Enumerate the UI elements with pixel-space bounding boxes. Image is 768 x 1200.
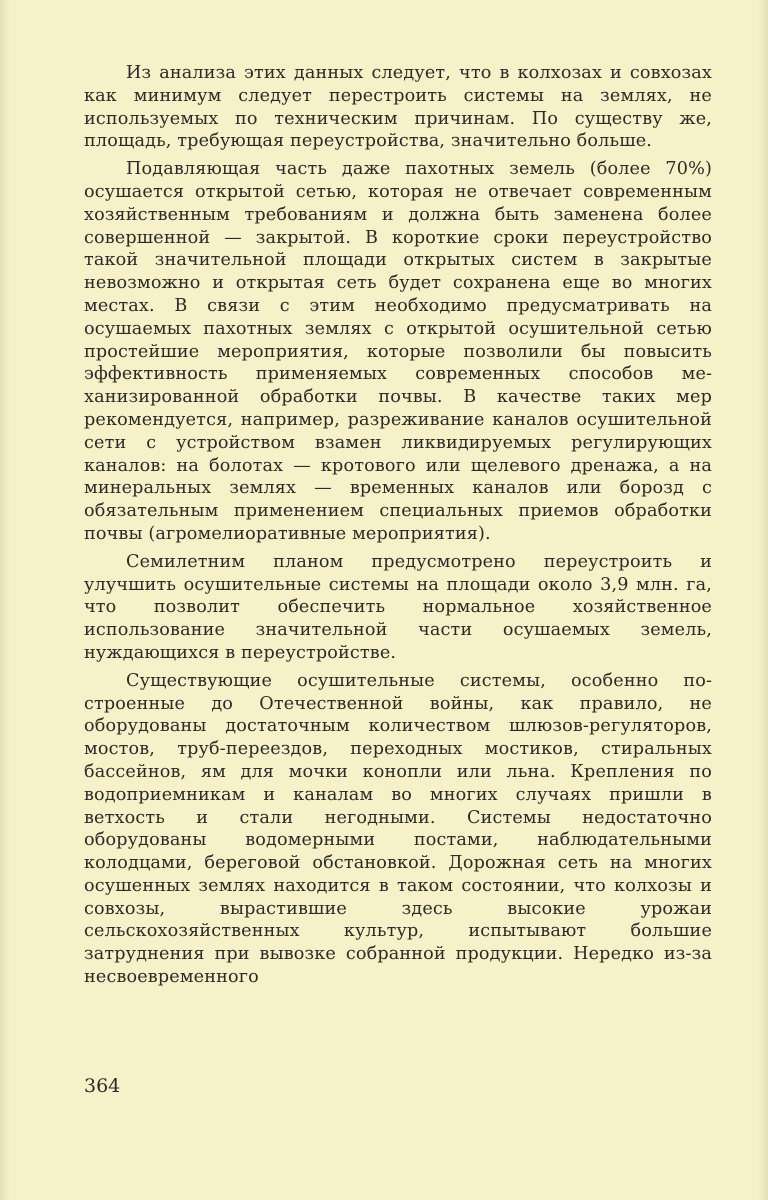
paragraph-1: Из анализа этих данных следует, что в колхозах и совхозах как минимум следует перестроить системы на землях, не используемых по техническим причинам. По существу же, площадь, требующая переустройства, значительно больше. bbox=[84, 63, 712, 152]
page-number: 364 bbox=[84, 1075, 121, 1097]
page-body bbox=[84, 62, 712, 994]
page-edge-right bbox=[758, 0, 768, 1200]
paragraph-2: Подавляющая часть даже пахотных земель (более 70%) осушается открытой сетью, которая не отвечает современным хозяйственным требованиям и должна быть заменена более совершенной — закрытой. В короткие сроки переустройство такой значительной площади открытых систем в закрытые невозможно и открытая сеть будет сохранена еще во многих местах. В связи с этим необходимо предусматривать на осушаемых пахотных землях с открытой осушительной сетью простейшие мероприятия, которые позволили бы повысить эффективность применяемых современных способов механизированной обработки почвы. В качестве таких мер рекомендуется, например, разреживание каналов осушительной сети с устройством взамен ликвидируемых регулирующих каналов: на болотах — кротового или щелевого дренажа, а на минеральных землях — временных каналов или борозд с обязательным применением специальных приемов обработки почвы (агромелиоративные мероприятия). bbox=[84, 159, 712, 544]
paragraph-4: Существующие осушительные системы, особенно построенные до Отечественной войны, как правило, не оборудованы достаточным количеством шлюзов-регуляторов, мостов, труб-переездов, переходных мостиков, стиральных бассейнов, ям для мочки конопли или льна. Крепления по водоприемникам и каналам во многих случаях пришли в ветхость и стали негодными. Системы недостаточно оборудованы водомерными постами, наблюдательными колодцами, береговой обстановкой. Дорожная сеть на многих осушенных землях находится в таком состоянии, что колхозы и совхозы, вырастившие здесь высокие урожаи сельскохозяйственных культур, испытывают большие затруднения при вывозке собранной продукции. Нередко из-за несвоевременного bbox=[84, 670, 712, 988]
paragraph-3: Семилетним планом предусмотрено переустроить и улучшить осушительные системы на площади около 3,9 млн. га, что позволит обеспечить нормальное хозяйственное использование значительной части осушаемых земель, нуждающихся в переустройстве. bbox=[84, 551, 712, 663]
page-edge-left bbox=[0, 0, 10, 1200]
